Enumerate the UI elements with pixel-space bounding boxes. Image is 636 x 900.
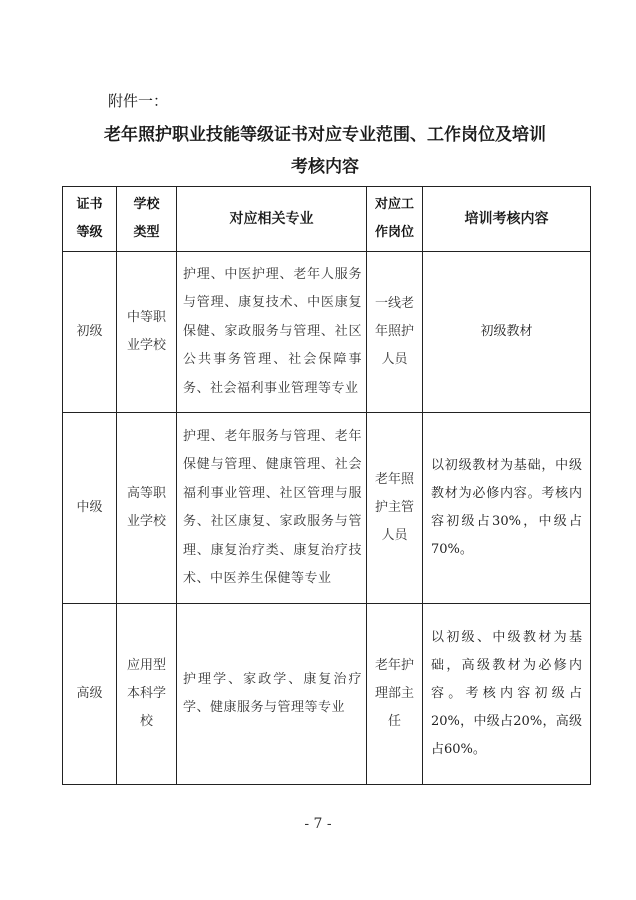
cell-post: 老年护理部主任 xyxy=(367,604,423,785)
table-row xyxy=(63,604,591,785)
cell-level: 初级 xyxy=(63,252,117,413)
cell-school: 高等职业学校 xyxy=(117,413,177,604)
table-row xyxy=(63,252,591,413)
table-row xyxy=(63,413,591,604)
cell-level: 高级 xyxy=(63,604,117,785)
header-school: 学校类型 xyxy=(117,187,177,252)
cell-content: 以初级、中级教材为基础，高级教材为必修内容。考核内容初级占20%，中级占20%，高级占60%。 xyxy=(423,604,591,785)
cell-post: 老年照护主管人员 xyxy=(367,413,423,604)
header-post: 对应工作岗位 xyxy=(367,187,423,252)
cell-content: 以初级教材为基础，中级教材为必修内容。考核内容初级占30%，中级占70%。 xyxy=(423,413,591,604)
cell-content: 初级教材 xyxy=(423,252,591,413)
annex-label: 附件一： xyxy=(108,92,169,110)
cell-level: 中级 xyxy=(63,413,117,604)
cell-major: 护理学、家政学、康复治疗学、健康服务与管理等专业 xyxy=(177,604,367,785)
cell-major: 护理、老年服务与管理、老年保健与管理、健康管理、社会福利事业管理、社区管理与服务、社区康复、家政服务与管理、康复治疗类、康复治疗技术、中医养生保健等专业 xyxy=(177,413,367,604)
document-title-line-2: 考核内容 xyxy=(291,157,359,177)
cell-school: 中等职业学校 xyxy=(117,252,177,413)
table-header-row xyxy=(63,187,591,252)
header-major: 对应相关专业 xyxy=(177,187,367,252)
qualification-table xyxy=(62,186,591,785)
page-number: - 7 - xyxy=(304,816,332,832)
document-title-line-1: 老年照护职业技能等级证书对应专业范围、工作岗位及培训 xyxy=(104,125,546,145)
cell-major: 护理、中医护理、老年人服务与管理、康复技术、中医康复保健、家政服务与管理、社区公共事务管理、社会保障事务、社会福利事业管理等专业 xyxy=(177,252,367,413)
cell-school: 应用型本科学校 xyxy=(117,604,177,785)
cell-post: 一线老年照护人员 xyxy=(367,252,423,413)
header-level: 证书等级 xyxy=(63,187,117,252)
header-content: 培训考核内容 xyxy=(423,187,591,252)
